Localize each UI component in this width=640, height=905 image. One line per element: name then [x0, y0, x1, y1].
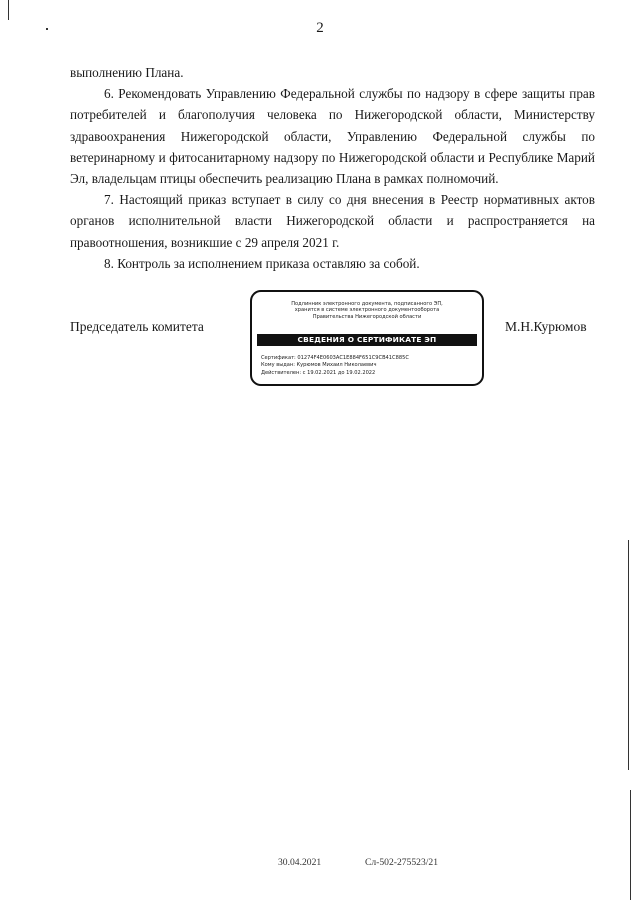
- stamp-note-line: хранится в системе электронного документооборота: [294, 307, 440, 314]
- stamp-certificate-owner: Кому выдан: Курюмов Михаил Николаевич: [261, 362, 377, 369]
- paragraph-continuation: выполнению Плана.: [70, 65, 184, 80]
- stamp-header: СВЕДЕНИЯ О СЕРТИФИКАТЕ ЭП: [257, 334, 477, 346]
- footer-date: 30.04.2021: [278, 857, 322, 868]
- page-number: 2: [316, 20, 324, 36]
- signatory-name: М.Н.Курюмов: [505, 319, 587, 334]
- scan-mark-vertical: [8, 0, 9, 20]
- document-body: [70, 62, 595, 274]
- paragraph-8: 8. Контроль за исполнением приказа оставляю за собой.: [104, 255, 420, 271]
- signatory-title: Председатель комитета: [70, 319, 204, 334]
- stamp-storage-note: [252, 301, 482, 320]
- paragraph-7: 7. Настоящий приказ вступает в силу со дня внесения в Реестр нормативных актов органов исполнительной власти Нижегородской области и распространяется на правоотношения, возникшие с 29 апреля 2021 г.: [70, 192, 595, 250]
- stamp-certificate-validity: Действителен: с 19.02.2021 до 19.02.2022: [261, 369, 376, 376]
- scan-mark-right-edge-lower: [630, 790, 631, 900]
- footer-registration-code: Сл-502-275523/21: [365, 857, 439, 868]
- stamp-note-line: Подлинник электронного документа, подписанного ЭП,: [291, 301, 443, 307]
- electronic-signature-stamp: [250, 290, 484, 386]
- stamp-certificate-number: Сертификат: 01274F4E0603AC1E884F651C9CB41C885C: [261, 355, 409, 361]
- paragraph-6: 6. Рекомендовать Управлению Федеральной службы по надзору в сфере защиты прав потребителей и благополучия человека по Нижегородской области, Министерству здравоохранения Нижегородской области, Управлению Федеральной службы по ветеринарному и фитосанитарному надзору по Нижегородской области и Республике Марий Эл, владельцам птицы обеспечить реализацию Плана в рамках полномочий.: [70, 86, 595, 187]
- stamp-certificate-details: [261, 355, 409, 377]
- scan-mark-right-edge: [628, 540, 629, 770]
- stamp-note-line: Правительства Нижегородской области: [312, 313, 422, 320]
